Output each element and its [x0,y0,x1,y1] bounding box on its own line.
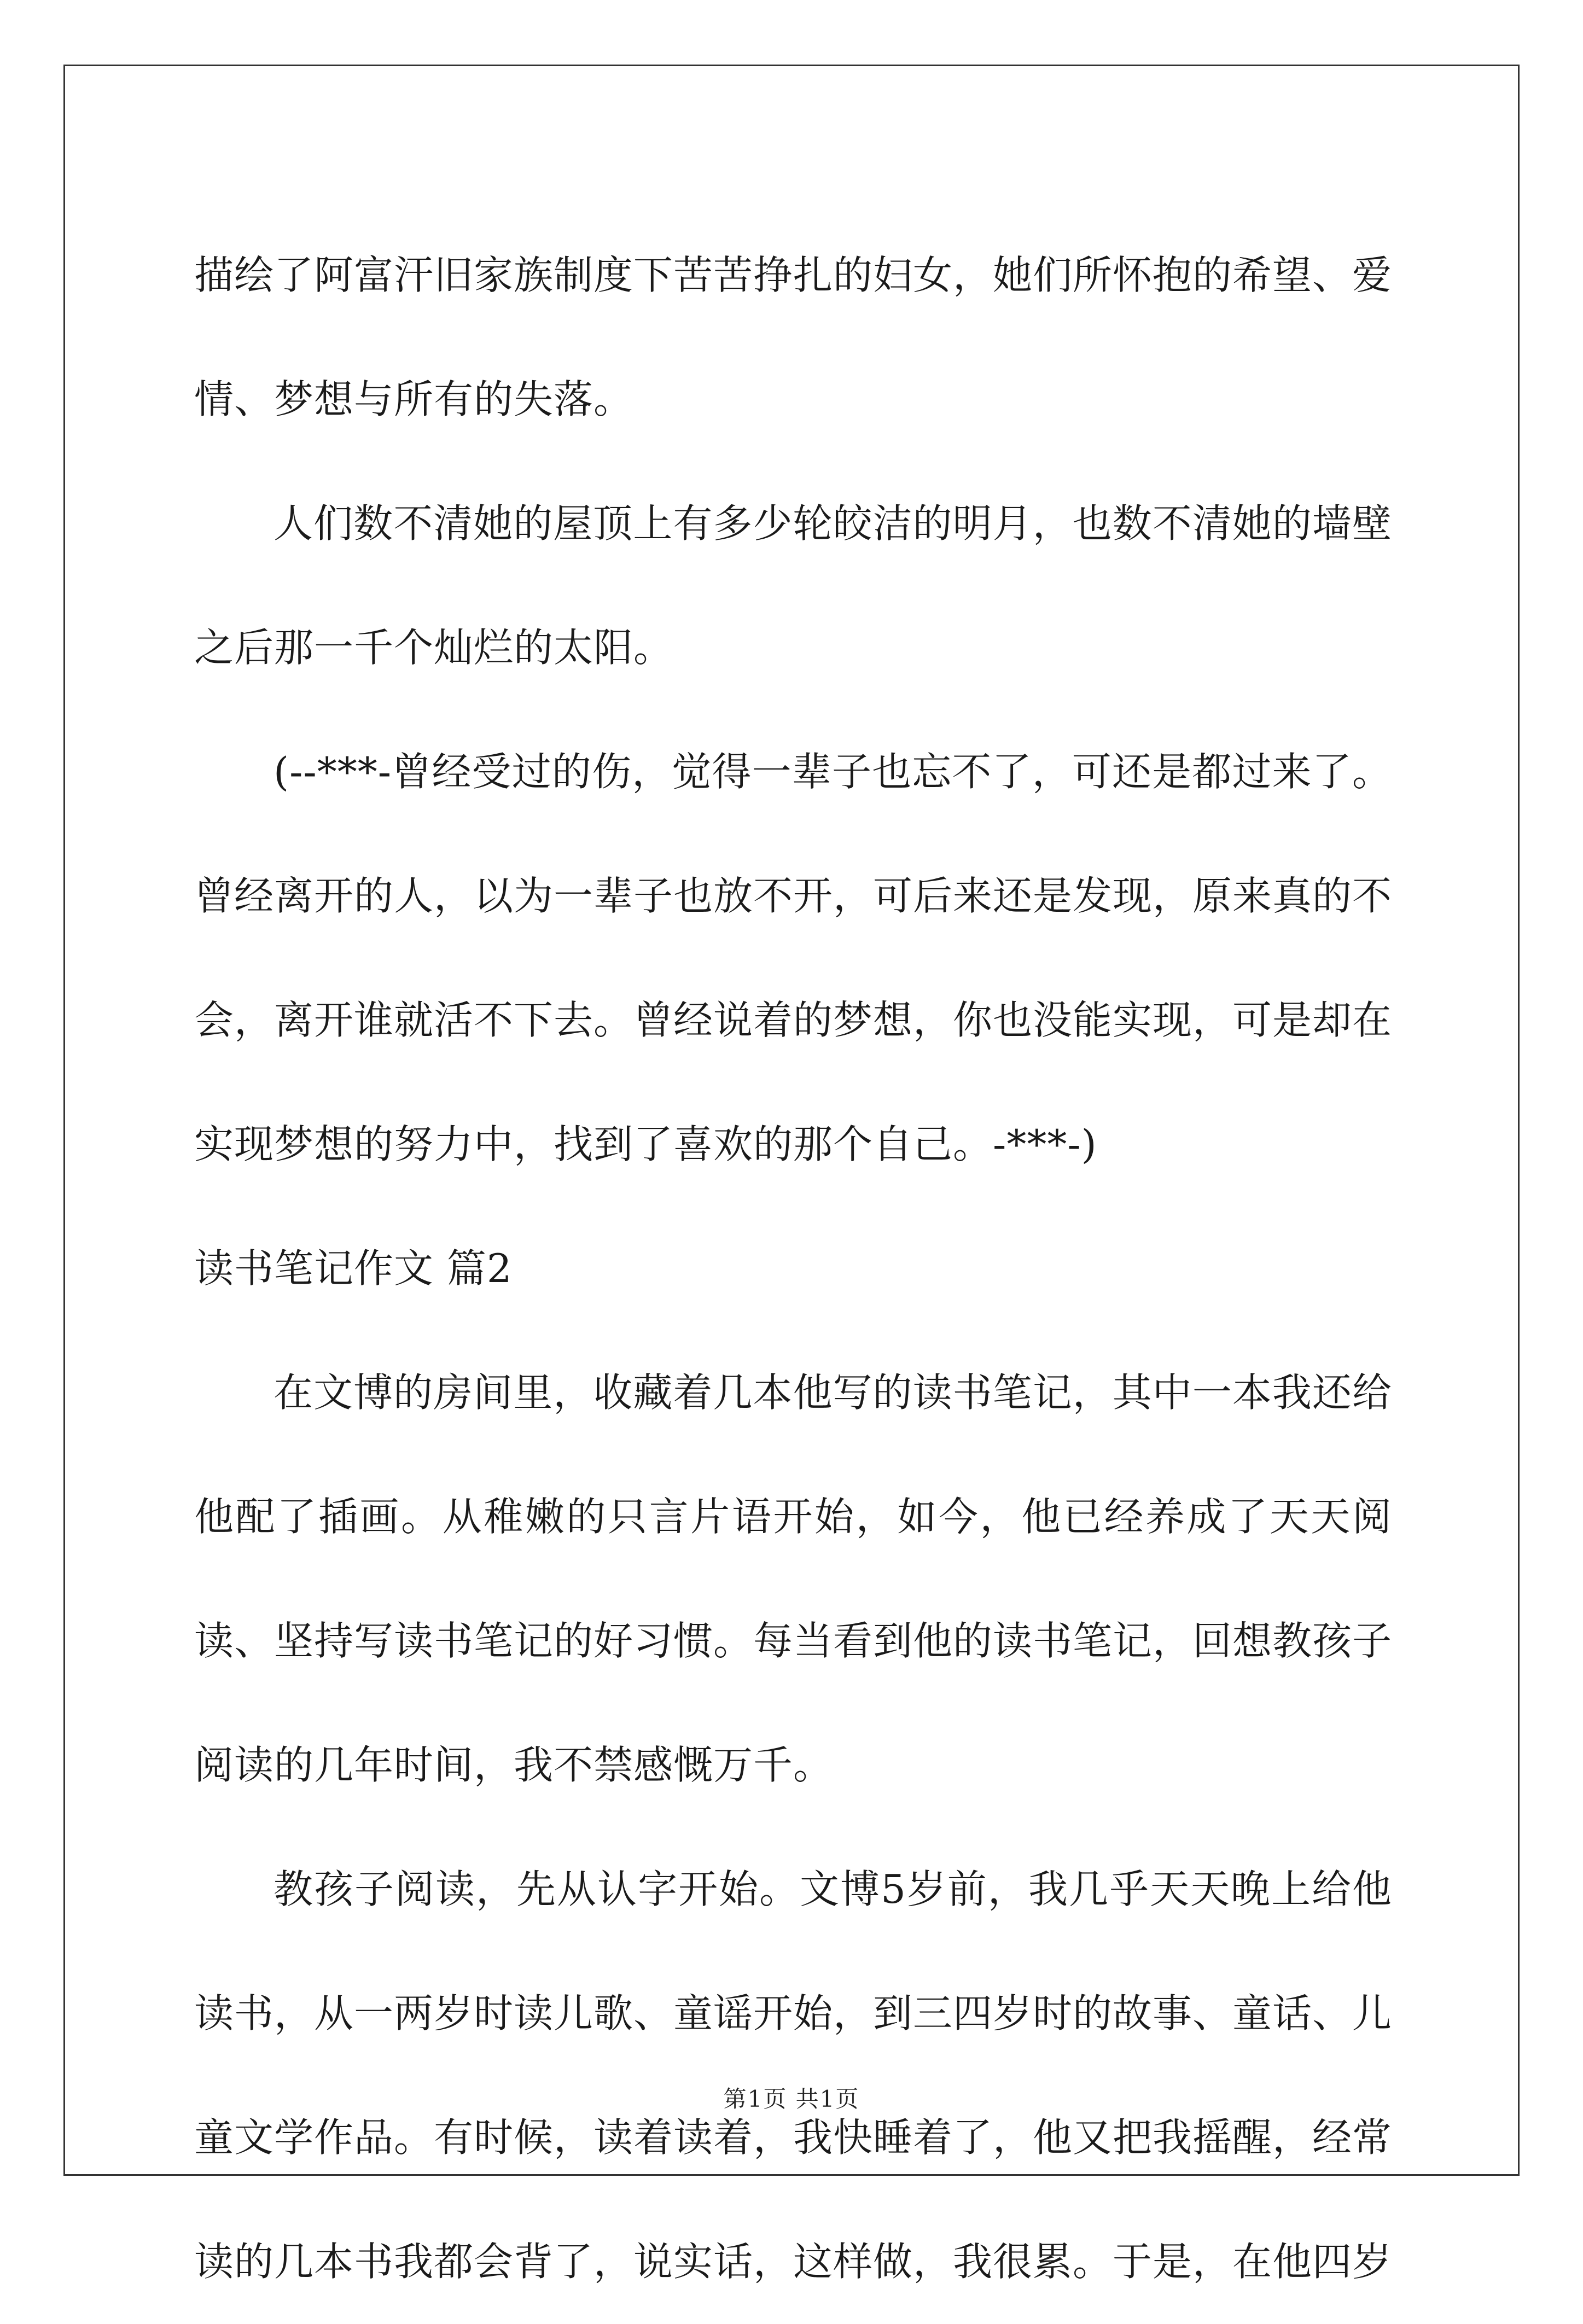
paragraph: 人们数不清她的屋顶上有多少轮皎洁的明月，也数不清她的墙壁之后那一千个灿烂的太阳。 [194,500,1392,671]
document-body [194,213,1392,2324]
page-number-footer: 第1页 共1页 [723,2086,860,2112]
paragraph: (--***-曾经受过的伤，觉得一辈子也忘不了，可还是都过来了。曾经离开的人，以为一辈子也放不开，可后来还是发现，原来真的不会，离开谁就活不下去。曾经说着的梦想，你也没能实现，可是却在实现梦想的努力中，找到了喜欢的那个自己。-***-) [194,749,1393,1167]
paragraph: 在文博的房间里，收藏着几本他写的读书笔记，其中一本我还给他配了插画。从稚嫩的只言片语开始，如今，他已经养成了天天阅读、坚持写读书笔记的好习惯。每当看到他的读书笔记，回想教孩子阅读的几年时间，我不禁感慨万千。 [194,1370,1393,1788]
paragraph: 教孩子阅读，先从认字开始。文博5岁前，我几乎天天晚上给他读书，从一两岁时读儿歌、童谣开始，到三四岁时的故事、童话、儿童文学作品。有时候，读着读着，我快睡着了，他又把我摇醒，经常读的几本书我都会背了，说实话，这样做，我很累。于是，在他四岁 [194,1866,1393,2285]
paragraph: 描绘了阿富汗旧家族制度下苦苦挣扎的妇女，她们所怀抱的希望、爱情、梦想与所有的失落。 [194,252,1393,422]
section-heading: 读书笔记作文 篇2 [194,1245,513,1291]
